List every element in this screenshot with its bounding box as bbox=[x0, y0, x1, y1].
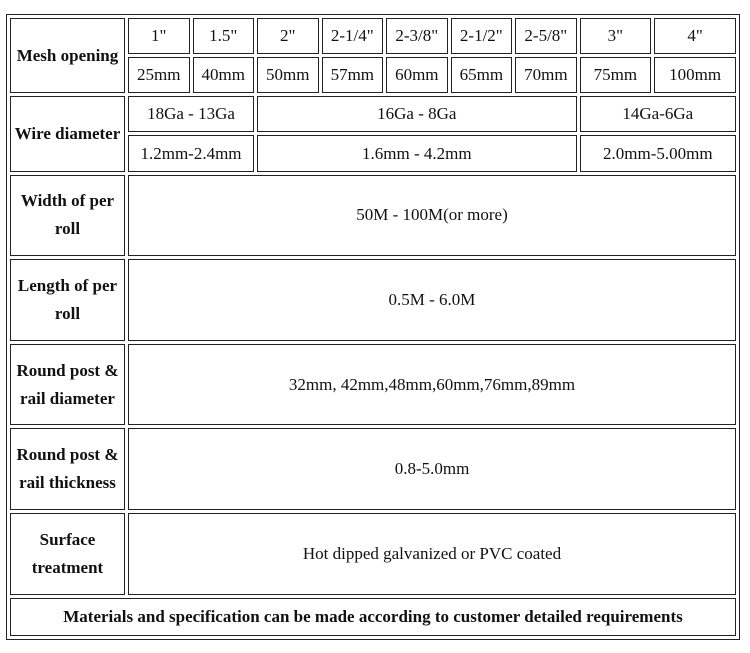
post-thickness-label: Round post & rail thickness bbox=[10, 428, 125, 510]
wire-mm-cell: 1.6mm - 4.2mm bbox=[257, 135, 577, 171]
width-per-roll-value: 50M - 100M(or more) bbox=[128, 175, 736, 257]
wire-mm-cell: 1.2mm-2.4mm bbox=[128, 135, 254, 171]
mesh-inch-cell: 1" bbox=[128, 18, 190, 54]
wire-diameter-gauge-row bbox=[10, 96, 736, 132]
width-per-roll-label: Width of per roll bbox=[10, 175, 125, 257]
mesh-inch-cell: 2-1/2" bbox=[451, 18, 513, 54]
mesh-mm-cell: 57mm bbox=[322, 57, 384, 93]
mesh-mm-cell: 25mm bbox=[128, 57, 190, 93]
mesh-mm-cell: 70mm bbox=[515, 57, 577, 93]
mesh-inch-cell: 2-1/4" bbox=[322, 18, 384, 54]
mesh-mm-cell: 60mm bbox=[386, 57, 448, 93]
mesh-mm-cell: 100mm bbox=[654, 57, 736, 93]
wire-diameter-label: Wire diameter bbox=[10, 96, 125, 171]
mesh-opening-label: Mesh opening bbox=[10, 18, 125, 93]
wire-gauge-cell: 14Ga-6Ga bbox=[580, 96, 736, 132]
mesh-inch-cell: 1.5" bbox=[193, 18, 255, 54]
post-thickness-row bbox=[10, 428, 736, 510]
mesh-inch-cell: 2-5/8" bbox=[515, 18, 577, 54]
mesh-mm-cell: 75mm bbox=[580, 57, 652, 93]
mesh-opening-inch-row bbox=[10, 18, 736, 54]
wire-mm-cell: 2.0mm-5.00mm bbox=[580, 135, 736, 171]
width-per-roll-row bbox=[10, 175, 736, 257]
mesh-inch-cell: 2" bbox=[257, 18, 319, 54]
wire-gauge-cell: 18Ga - 13Ga bbox=[128, 96, 254, 132]
specification-table bbox=[6, 14, 740, 640]
post-diameter-row bbox=[10, 344, 736, 426]
length-per-roll-value: 0.5M - 6.0M bbox=[128, 259, 736, 341]
wire-gauge-cell: 16Ga - 8Ga bbox=[257, 96, 577, 132]
mesh-mm-cell: 50mm bbox=[257, 57, 319, 93]
footer-row bbox=[10, 598, 736, 636]
surface-treatment-row bbox=[10, 513, 736, 595]
mesh-inch-cell: 3" bbox=[580, 18, 652, 54]
post-diameter-label: Round post & rail diameter bbox=[10, 344, 125, 426]
mesh-inch-cell: 4" bbox=[654, 18, 736, 54]
footer-note: Materials and specification can be made according to customer detailed requirements bbox=[10, 598, 736, 636]
surface-treatment-label: Surface treatment bbox=[10, 513, 125, 595]
mesh-mm-cell: 40mm bbox=[193, 57, 255, 93]
post-diameter-value: 32mm, 42mm,48mm,60mm,76mm,89mm bbox=[128, 344, 736, 426]
length-per-roll-row bbox=[10, 259, 736, 341]
mesh-inch-cell: 2-3/8" bbox=[386, 18, 448, 54]
length-per-roll-label: Length of per roll bbox=[10, 259, 125, 341]
mesh-mm-cell: 65mm bbox=[451, 57, 513, 93]
surface-treatment-value: Hot dipped galvanized or PVC coated bbox=[128, 513, 736, 595]
post-thickness-value: 0.8-5.0mm bbox=[128, 428, 736, 510]
